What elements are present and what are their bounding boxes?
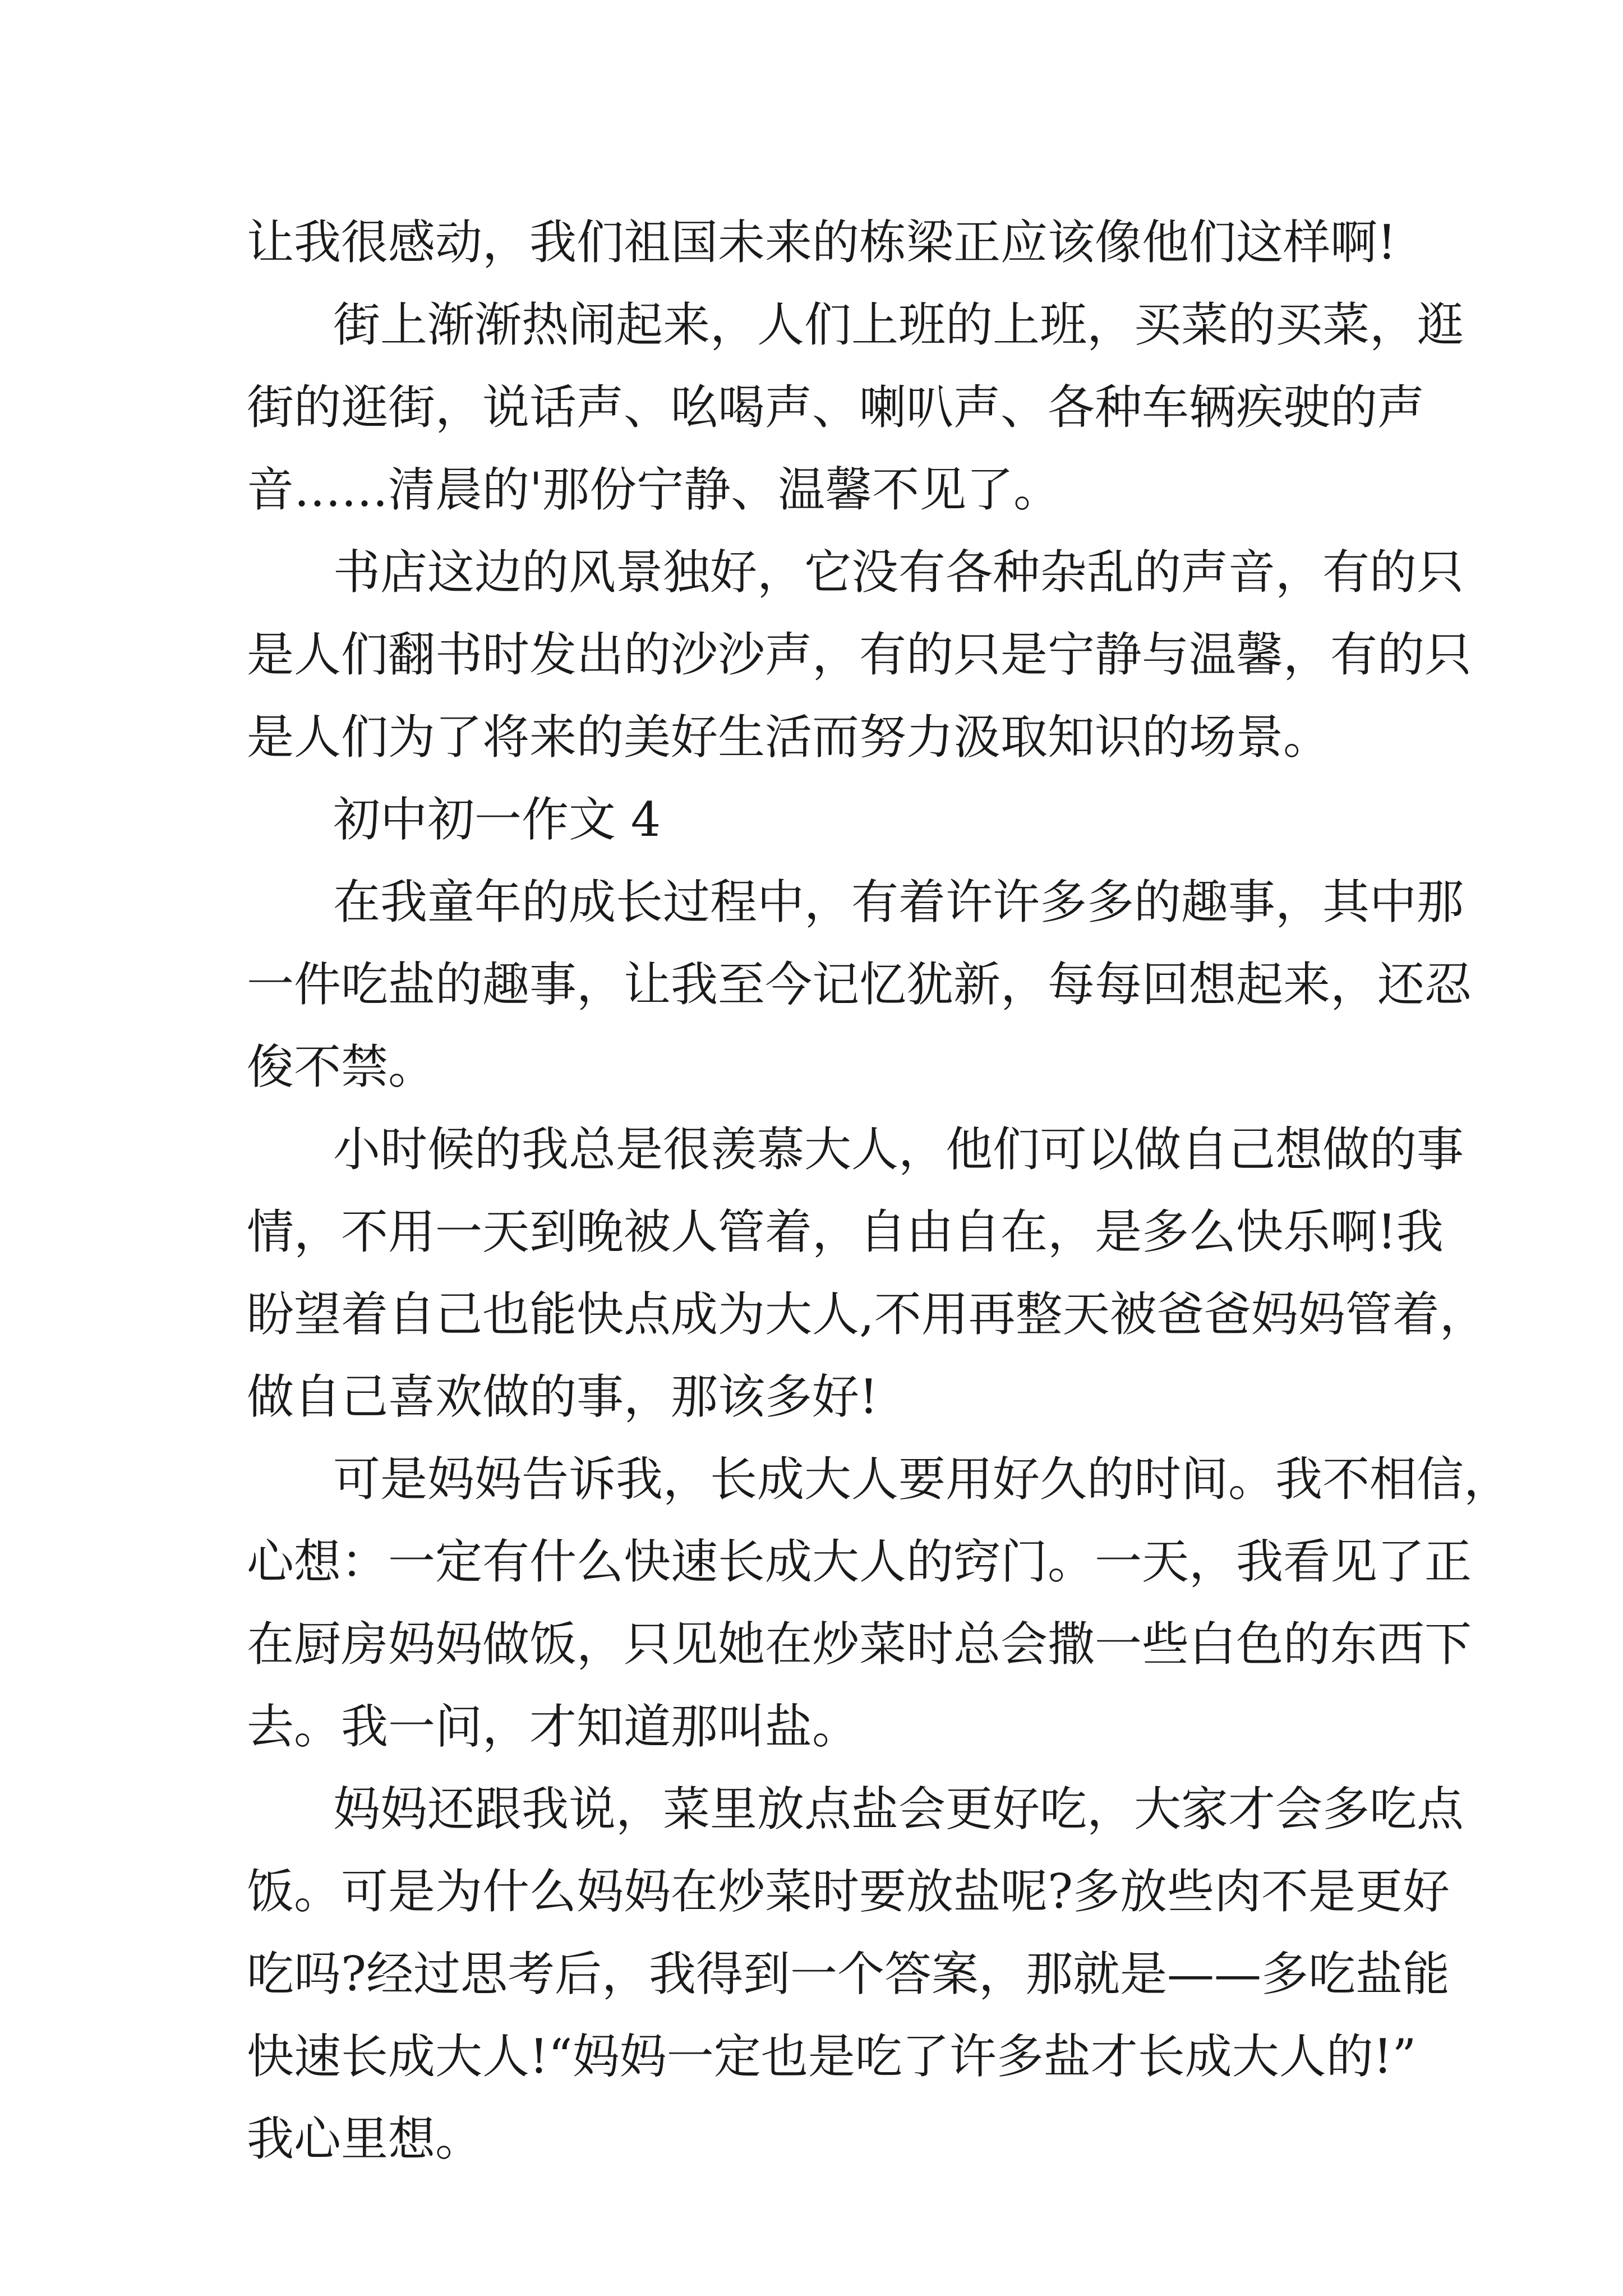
text-line: 街上渐渐热闹起来，人们上班的上班，买菜的买菜，逛: [333, 297, 1464, 352]
text-line: 做自己喜欢做的事，那该多好!: [247, 1369, 878, 1424]
section-heading: 初中初一作文 4: [333, 792, 661, 847]
text-line: 一件吃盐的趣事，让我至今记忆犹新，每每回想起来，还忍: [247, 957, 1472, 1012]
text-line: 情，不用一天到晚被人管着，自由自在，是多么快乐啊!我: [247, 1204, 1444, 1259]
text-line: 在我童年的成长过程中，有着许许多多的趣事，其中那: [333, 875, 1464, 930]
text-line: 音……清晨的'那份宁静、温馨不见了。: [247, 462, 1061, 517]
text-line: 小时候的我总是很羡慕大人，他们可以做自己想做的事: [333, 1122, 1464, 1177]
text-line: 俊不禁。: [247, 1039, 436, 1094]
text-line: 快速长成大人!“妈妈一定也是吃了许多盐才长成大人的!”: [247, 2029, 1417, 2084]
text-line: 在厨房妈妈做饭，只见她在炒菜时总会撒一些白色的东西下: [247, 1617, 1472, 1672]
text-line: 是人们为了将来的美好生活而努力汲取知识的场景。: [247, 710, 1331, 765]
text-line: 妈妈还跟我说，菜里放点盐会更好吃，大家才会多吃点: [333, 1782, 1464, 1837]
text-line: 我心里想。: [247, 2111, 483, 2166]
text-line: 饭。可是为什么妈妈在炒菜时要放盐呢?多放些肉不是更好: [247, 1864, 1450, 1919]
text-line: 去。我一问，才知道那叫盐。: [247, 1699, 860, 1754]
text-line: 街的逛街，说话声、吆喝声、喇叭声、各种车辆疾驶的声: [247, 380, 1425, 435]
text-line: 吃吗?经过思考后，我得到一个答案，那就是——多吃盐能: [247, 1947, 1450, 2001]
text-line: 是人们翻书时发出的沙沙声，有的只是宁静与温馨，有的只: [247, 627, 1472, 682]
text-line: 盼望着自己也能快点成为大人,不用再整天被爸爸妈妈管着，: [247, 1287, 1487, 1342]
text-line: 心想：一定有什么快速长成大人的窍门。一天，我看见了正: [247, 1534, 1472, 1589]
text-line: 书店这边的风景独好，它没有各种杂乱的声音，有的只: [333, 545, 1464, 600]
text-line: 可是妈妈告诉我，长成大人要用好久的时间。我不相信，: [333, 1452, 1511, 1507]
text-line: 让我很感动，我们祖国未来的栋梁正应该像他们这样啊!: [247, 215, 1396, 270]
